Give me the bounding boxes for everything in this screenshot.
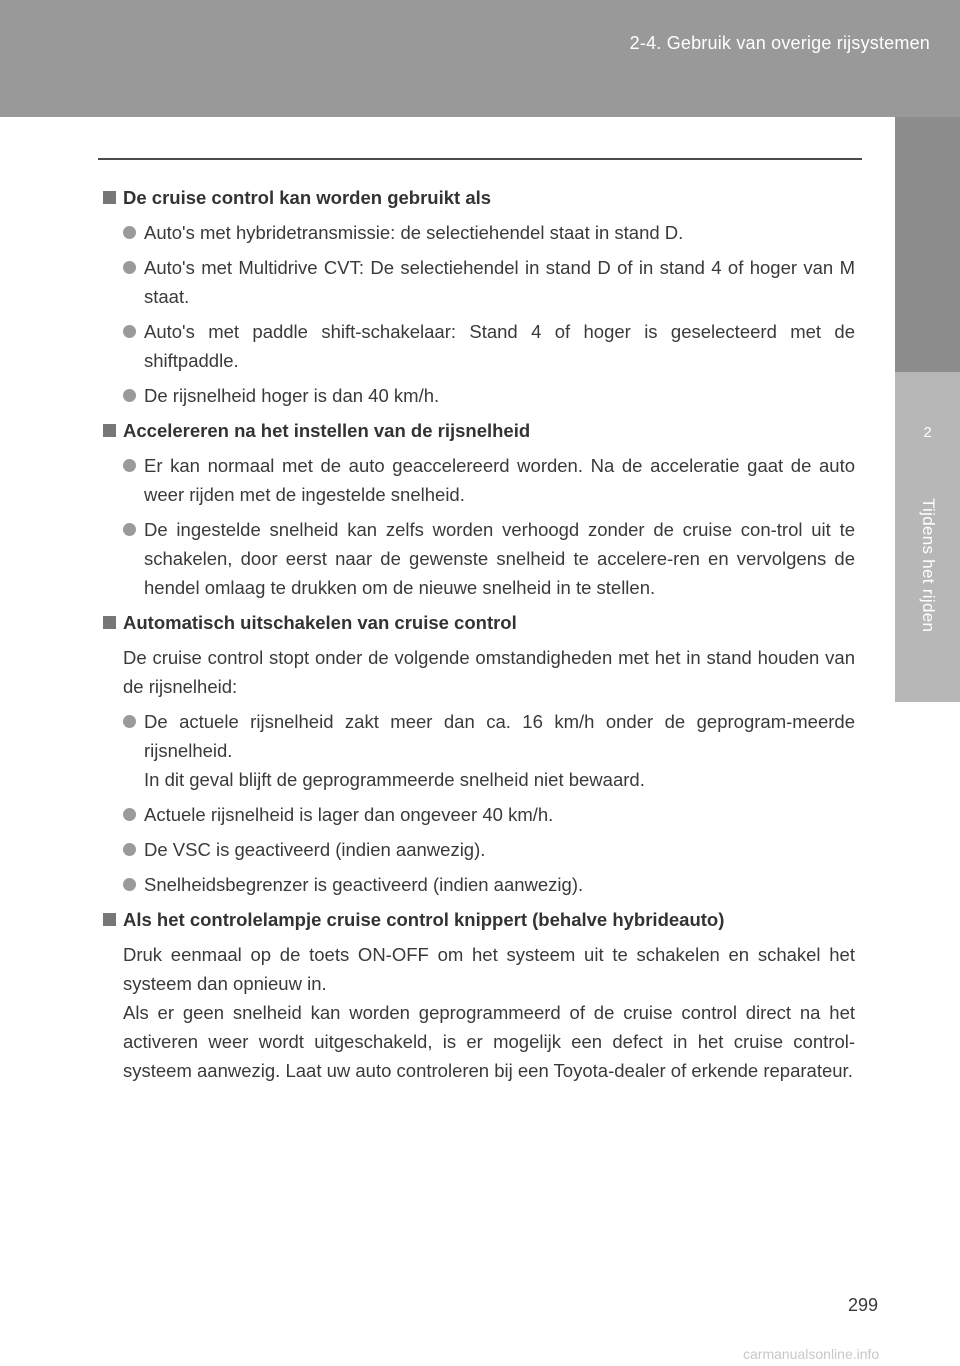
- section-heading: De cruise control kan worden gebruikt als: [103, 183, 855, 212]
- circle-bullet-icon: [123, 261, 136, 274]
- list-item: De rijsnelheid hoger is dan 40 km/h.: [103, 381, 855, 410]
- list-item: Auto's met hybridetransmissie: de selectiehendel staat in stand D.: [103, 218, 855, 247]
- paragraph: De cruise control stopt onder de volgende omstandigheden met het in stand houden van de rijsnelheid:: [123, 647, 855, 697]
- circle-bullet-icon: [123, 878, 136, 891]
- list-item: Auto's met Multidrive CVT: De selectiehendel in stand D of in stand 4 of hoger van M staat.: [103, 253, 855, 311]
- list-item: De ingestelde snelheid kan zelfs worden verhoogd zonder de cruise con-trol uit te schakelen, door eerst naar de gewenste snelheid te accelere-ren en vervolgens de hendel omlaag te drukken om de nieuwe snelheid in te stellen.: [103, 515, 855, 602]
- page-number: 299: [848, 1295, 879, 1315]
- watermark: carmanualsonline.info: [743, 1346, 880, 1362]
- list-item: Actuele rijsnelheid is lager dan ongeveer 40 km/h.: [103, 800, 855, 829]
- circle-bullet-icon: [123, 226, 136, 239]
- page-content: [103, 178, 855, 1091]
- square-bullet-icon: [103, 424, 116, 437]
- side-tab-upper: [895, 117, 960, 372]
- chapter-title: Tijdens het rijden: [919, 498, 938, 633]
- square-bullet-icon: [103, 191, 116, 204]
- list-item: Snelheidsbegrenzer is geactiveerd (indien aanwezig).: [103, 870, 855, 899]
- circle-bullet-icon: [123, 843, 136, 856]
- circle-bullet-icon: [123, 325, 136, 338]
- list-item: De VSC is geactiveerd (indien aanwezig).: [103, 835, 855, 864]
- circle-bullet-icon: [123, 808, 136, 821]
- circle-bullet-icon: [123, 389, 136, 402]
- section-heading: Als het controlelampje cruise control knippert (behalve hybrideauto): [103, 905, 855, 934]
- square-bullet-icon: [103, 616, 116, 629]
- section-heading: Accelereren na het instellen van de rijsnelheid: [103, 416, 855, 445]
- paragraph: Druk eenmaal op de toets ON-OFF om het systeem uit te schakelen en schakel het systeem dan opnieuw in. Als er geen snelheid kan worden geprogrammeerd of de cruise control direct na het activeren weer wordt uitgeschakeld, is er mogelijk een defect in het cruise control-systeem aanwezig. Laat uw auto controleren bij een Toyota-dealer of erkende reparateur.: [123, 944, 855, 1081]
- list-item: De actuele rijsnelheid zakt meer dan ca. 16 km/h onder de geprogram-meerde rijsnelheid. In dit geval blijft de geprogrammeerde snelheid niet bewaard.: [103, 707, 855, 794]
- header-bar: [0, 0, 960, 117]
- section-title: 2-4. Gebruik van overige rijsystemen: [629, 33, 930, 53]
- square-bullet-icon: [103, 913, 116, 926]
- chapter-number: 2: [923, 424, 932, 441]
- divider-rule: [98, 158, 862, 160]
- section-heading: Automatisch uitschakelen van cruise control: [103, 608, 855, 637]
- circle-bullet-icon: [123, 523, 136, 536]
- list-item: Auto's met paddle shift-schakelaar: Stand 4 of hoger is geselecteerd met de shiftpaddle.: [103, 317, 855, 375]
- circle-bullet-icon: [123, 715, 136, 728]
- circle-bullet-icon: [123, 459, 136, 472]
- list-item: Er kan normaal met de auto geaccelereerd worden. Na de acceleratie gaat de auto weer rijden met de ingestelde snelheid.: [103, 451, 855, 509]
